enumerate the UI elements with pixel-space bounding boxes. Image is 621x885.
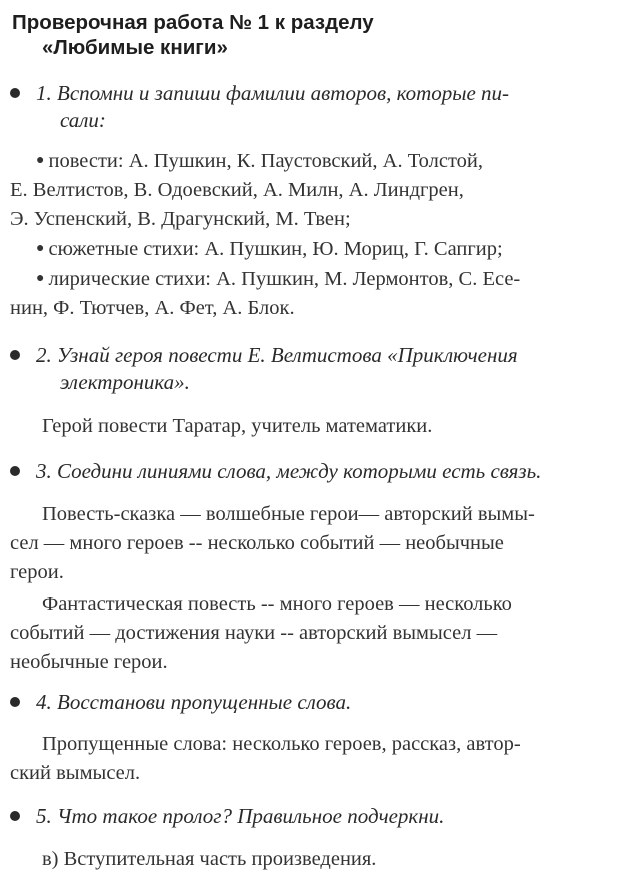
- answer-text: повести: А. Пушкин, К. Паустовский, А. Толстой,: [48, 150, 484, 172]
- answer-line: Э. Успенский, В. Драгунский, М. Твен;: [10, 208, 351, 230]
- answer-line: [10, 234, 598, 264]
- task-5-answer: [42, 845, 376, 874]
- task-3-paragraph-2: [10, 590, 598, 677]
- question-line: сали:: [60, 108, 106, 132]
- question-line: 4. Восстанови пропущенные слова.: [36, 690, 352, 714]
- list-bullet: ●: [36, 271, 45, 286]
- answer-line: Повесть-сказка — волшебные герои— авторский вымы-: [42, 503, 535, 525]
- answer-line: Е. Велтистов, В. Одоевский, А. Милн, А. Линдгрен,: [10, 179, 464, 201]
- task-2-bullet: [10, 350, 20, 360]
- answer-text: лирические стихи: А. Пушкин, М. Лермонтов, С. Есе-: [48, 268, 521, 290]
- task-5-bullet: [10, 811, 20, 821]
- question-line: 3. Соедини линиями слова, между которыми есть связь.: [36, 459, 542, 483]
- question-line: 1. Вспомни и запиши фамилии авторов, которые пи-: [36, 81, 510, 105]
- task-1-answer: [10, 146, 598, 323]
- question-line: 5. Что такое пролог? Правильное подчеркни.: [36, 804, 445, 828]
- list-bullet: ●: [36, 153, 45, 168]
- task-5-question: [36, 803, 444, 830]
- answer-line: необычные герои.: [10, 651, 168, 673]
- answer-line: нин, Ф. Тютчев, А. Фет, А. Блок.: [10, 297, 295, 319]
- answer-line: Фантастическая повесть -- много героев — несколько: [42, 593, 512, 615]
- answer-line: Герой повести Таратар, учитель математики.: [42, 415, 433, 437]
- task-2-answer: [42, 412, 432, 441]
- answer-line: в) Вступительная часть произведения.: [42, 848, 377, 870]
- list-bullet: ●: [36, 241, 45, 256]
- task-3-bullet: [10, 466, 20, 476]
- task-1-question: [36, 80, 509, 134]
- answer-line: [10, 146, 598, 176]
- question-line: 2. Узнай героя повести Е. Велтистова «Приключения: [36, 343, 518, 367]
- answer-line: событий — достижения науки -- авторский вымысел —: [10, 622, 498, 644]
- task-4-bullet: [10, 697, 20, 707]
- task-3-paragraph-1: [10, 500, 598, 587]
- answer-line: герои.: [10, 561, 64, 583]
- title-line: Проверочная работа № 1 к разделу: [12, 11, 374, 34]
- question-line: электроника».: [60, 370, 190, 394]
- answer-line: Пропущенные слова: несколько героев, рассказ, автор-: [42, 733, 521, 755]
- task-2-question: [36, 342, 518, 396]
- answer-line: сел — много героев -- несколько событий — необычные: [10, 532, 504, 554]
- worksheet-title: [12, 10, 374, 60]
- task-4-question: [36, 689, 351, 716]
- task-1-bullet: [10, 88, 20, 98]
- task-3-question: [36, 458, 541, 485]
- answer-text: сюжетные стихи: А. Пушкин, Ю. Мориц, Г. Сапгир;: [48, 238, 503, 260]
- title-subline: «Любимые книги»: [42, 36, 228, 59]
- answer-line: ский вымысел.: [10, 762, 141, 784]
- answer-line: [10, 264, 598, 294]
- task-4-answer: [10, 730, 598, 788]
